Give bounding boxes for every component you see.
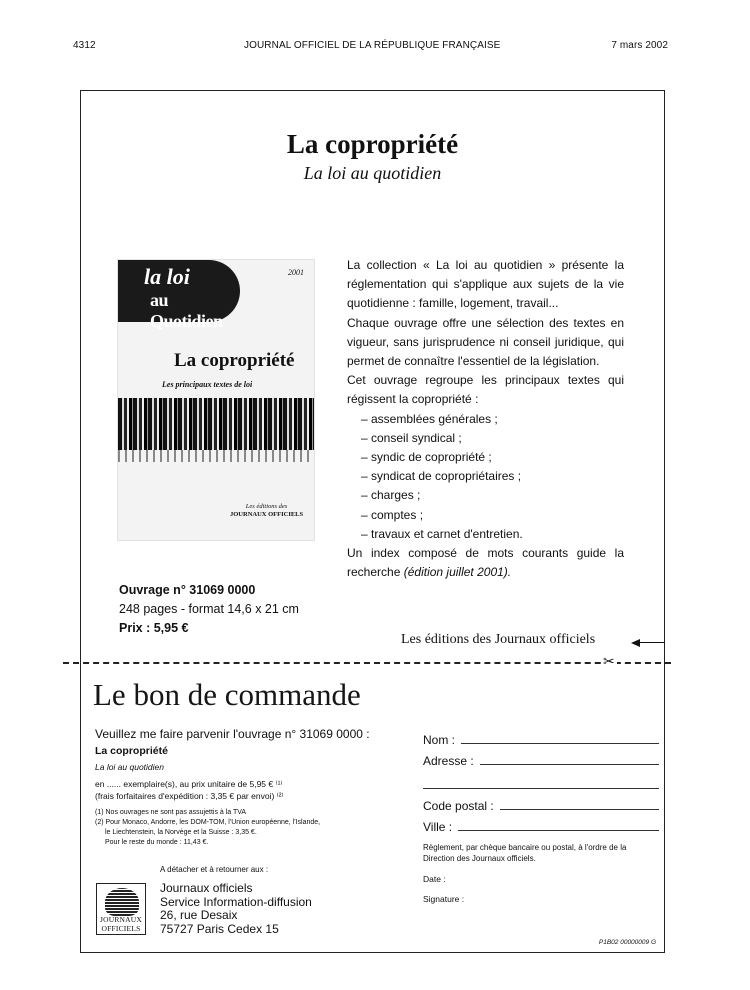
name-input-line[interactable] [461,743,659,744]
left-arrow-icon [633,642,665,643]
advertisement-frame [80,90,665,953]
edition-note: (édition juillet 2001). [403,565,512,580]
cover-publisher-line2: JOURNAUX OFFICIELS [230,510,304,518]
cover-series-line1: la loi [144,264,190,289]
cover-series-line2: au Quotidien [150,290,223,331]
address-label: Adresse : [423,754,474,768]
order-footnotes [95,808,405,848]
book-subtitle: La loi au quotidien [303,163,442,183]
cover-photo-shadow [118,450,315,462]
city-input-line[interactable] [458,830,659,831]
topic-item: – syndic de copropriété ; [361,450,492,465]
logo-text-line: OFFICIELS [101,923,141,933]
address-input-line[interactable] [480,764,659,765]
payment-note: Règlement, par chèque bancaire ou postal, à l'ordre de la Direction des Journaux officiels. [423,843,627,863]
topic-item: – travaux et carnet d'entretien. [361,526,523,541]
cover-publisher [230,503,303,519]
topic-item: – charges ; [361,488,421,503]
quantity-line: en ...... exemplaire(s), au prix unitaire de 5,95 € ⁽¹⁾ [95,779,283,789]
cover-publisher-line1: Les éditions des [245,503,288,510]
address-line: 75727 Paris Cedex 15 [160,921,279,936]
city-label: Ville : [423,820,453,834]
detach-instruction: A détacher et à retourner aux : [160,865,269,874]
book-cover-image [117,259,315,541]
fees-line: (frais forfaitaires d'expédition : 3,35 € par envoi) ⁽²⁾ [95,791,284,801]
cover-building-photo [118,398,315,450]
cover-subtitle: Les principaux textes de loi [162,380,253,389]
book-title: La copropriété [286,129,459,159]
issue-date: 7 mars 2002 [611,40,668,51]
order-form-heading: Le bon de commande [93,677,361,712]
footnote-1: (1) Nos ouvrages ne sont pas assujettis à la TVA [95,809,247,816]
name-label: Nom : [423,733,456,747]
description-paragraph [347,544,624,582]
logo-text [97,916,145,933]
product-price: Prix : 5,95 € [119,621,189,635]
product-format: 248 pages - format 14,6 x 21 cm [119,602,299,616]
description-paragraph: La collection « La loi au quotidien » présente la réglementation qui s'applique aux sujets de la vie quotidienne : famille, logement, travail... [347,258,624,311]
cover-series-banner [117,260,240,331]
postcode-input-line[interactable] [500,809,659,810]
index-text: Un index composé de mots courants guide la recherche [347,546,624,580]
address-line: Journaux officiels [160,881,253,895]
logo-emblem-icon [105,888,139,916]
footnote-2-cont: le Liechtenstein, la Norvège et la Suisse : 3,35 €. [105,829,257,836]
address-field[interactable] [423,747,659,768]
cut-line [63,662,671,664]
form-reference: P1B02 00000009 G [598,939,656,946]
postcode-label: Code postal : [423,799,494,813]
mailing-address [160,882,312,936]
book-description [347,256,624,582]
cover-title: La copropriété [174,350,295,371]
city-field[interactable] [423,813,659,834]
description-paragraph: Chaque ouvrage offre une sélection des textes en vigueur, sans jurisprudence ni conseil juridique, qui permet de connaître l'essentiel de la législation. [347,315,624,369]
page-number: 4312 [73,40,96,51]
publisher-line: Les éditions des Journaux officiels [401,632,596,647]
order-book-title: La copropriété [95,745,168,757]
product-info [119,581,299,638]
order-request: Veuillez me faire parvenir l'ouvrage n° 31069 0000 : [95,727,370,741]
order-collection: La loi au quotidien [95,762,165,772]
address-line: 26, rue Desaix [160,908,238,922]
scissors-icon: ✂ [603,653,615,669]
postcode-field[interactable] [423,792,659,813]
topics-list [347,410,624,544]
journal-title: JOURNAL OFFICIEL DE LA RÉPUBLIQUE FRANÇAISE [244,40,501,51]
topic-item: – syndicat de copropriétaires ; [361,469,522,484]
product-reference: Ouvrage n° 31069 0000 [119,583,256,597]
customer-fields [423,726,659,904]
date-label: Date : [423,874,446,884]
logo-text-line: JOURNAUX [99,915,143,924]
topic-item: – assemblées générales ; [361,411,498,426]
name-field[interactable] [423,726,659,747]
footnote-2-cont: Pour le reste du monde : 11,43 €. [105,839,209,846]
address-line: Service Information-diffusion [160,894,312,909]
order-details [95,727,405,848]
cover-year: 2001 [288,268,304,277]
signature-label: Signature : [423,894,465,904]
topic-item: – comptes ; [361,507,424,522]
journaux-officiels-logo [96,883,146,935]
description-paragraph: Cet ouvrage regroupe les principaux textes qui régissent la copropriété : [347,373,624,407]
topic-item: – conseil syndical ; [361,430,462,445]
address-input-line-2[interactable] [423,768,659,789]
footnote-2: (2) Pour Monaco, Andorre, les DOM-TOM, l'Union européenne, l'Islande, [95,819,321,826]
order-quantity [95,778,405,802]
